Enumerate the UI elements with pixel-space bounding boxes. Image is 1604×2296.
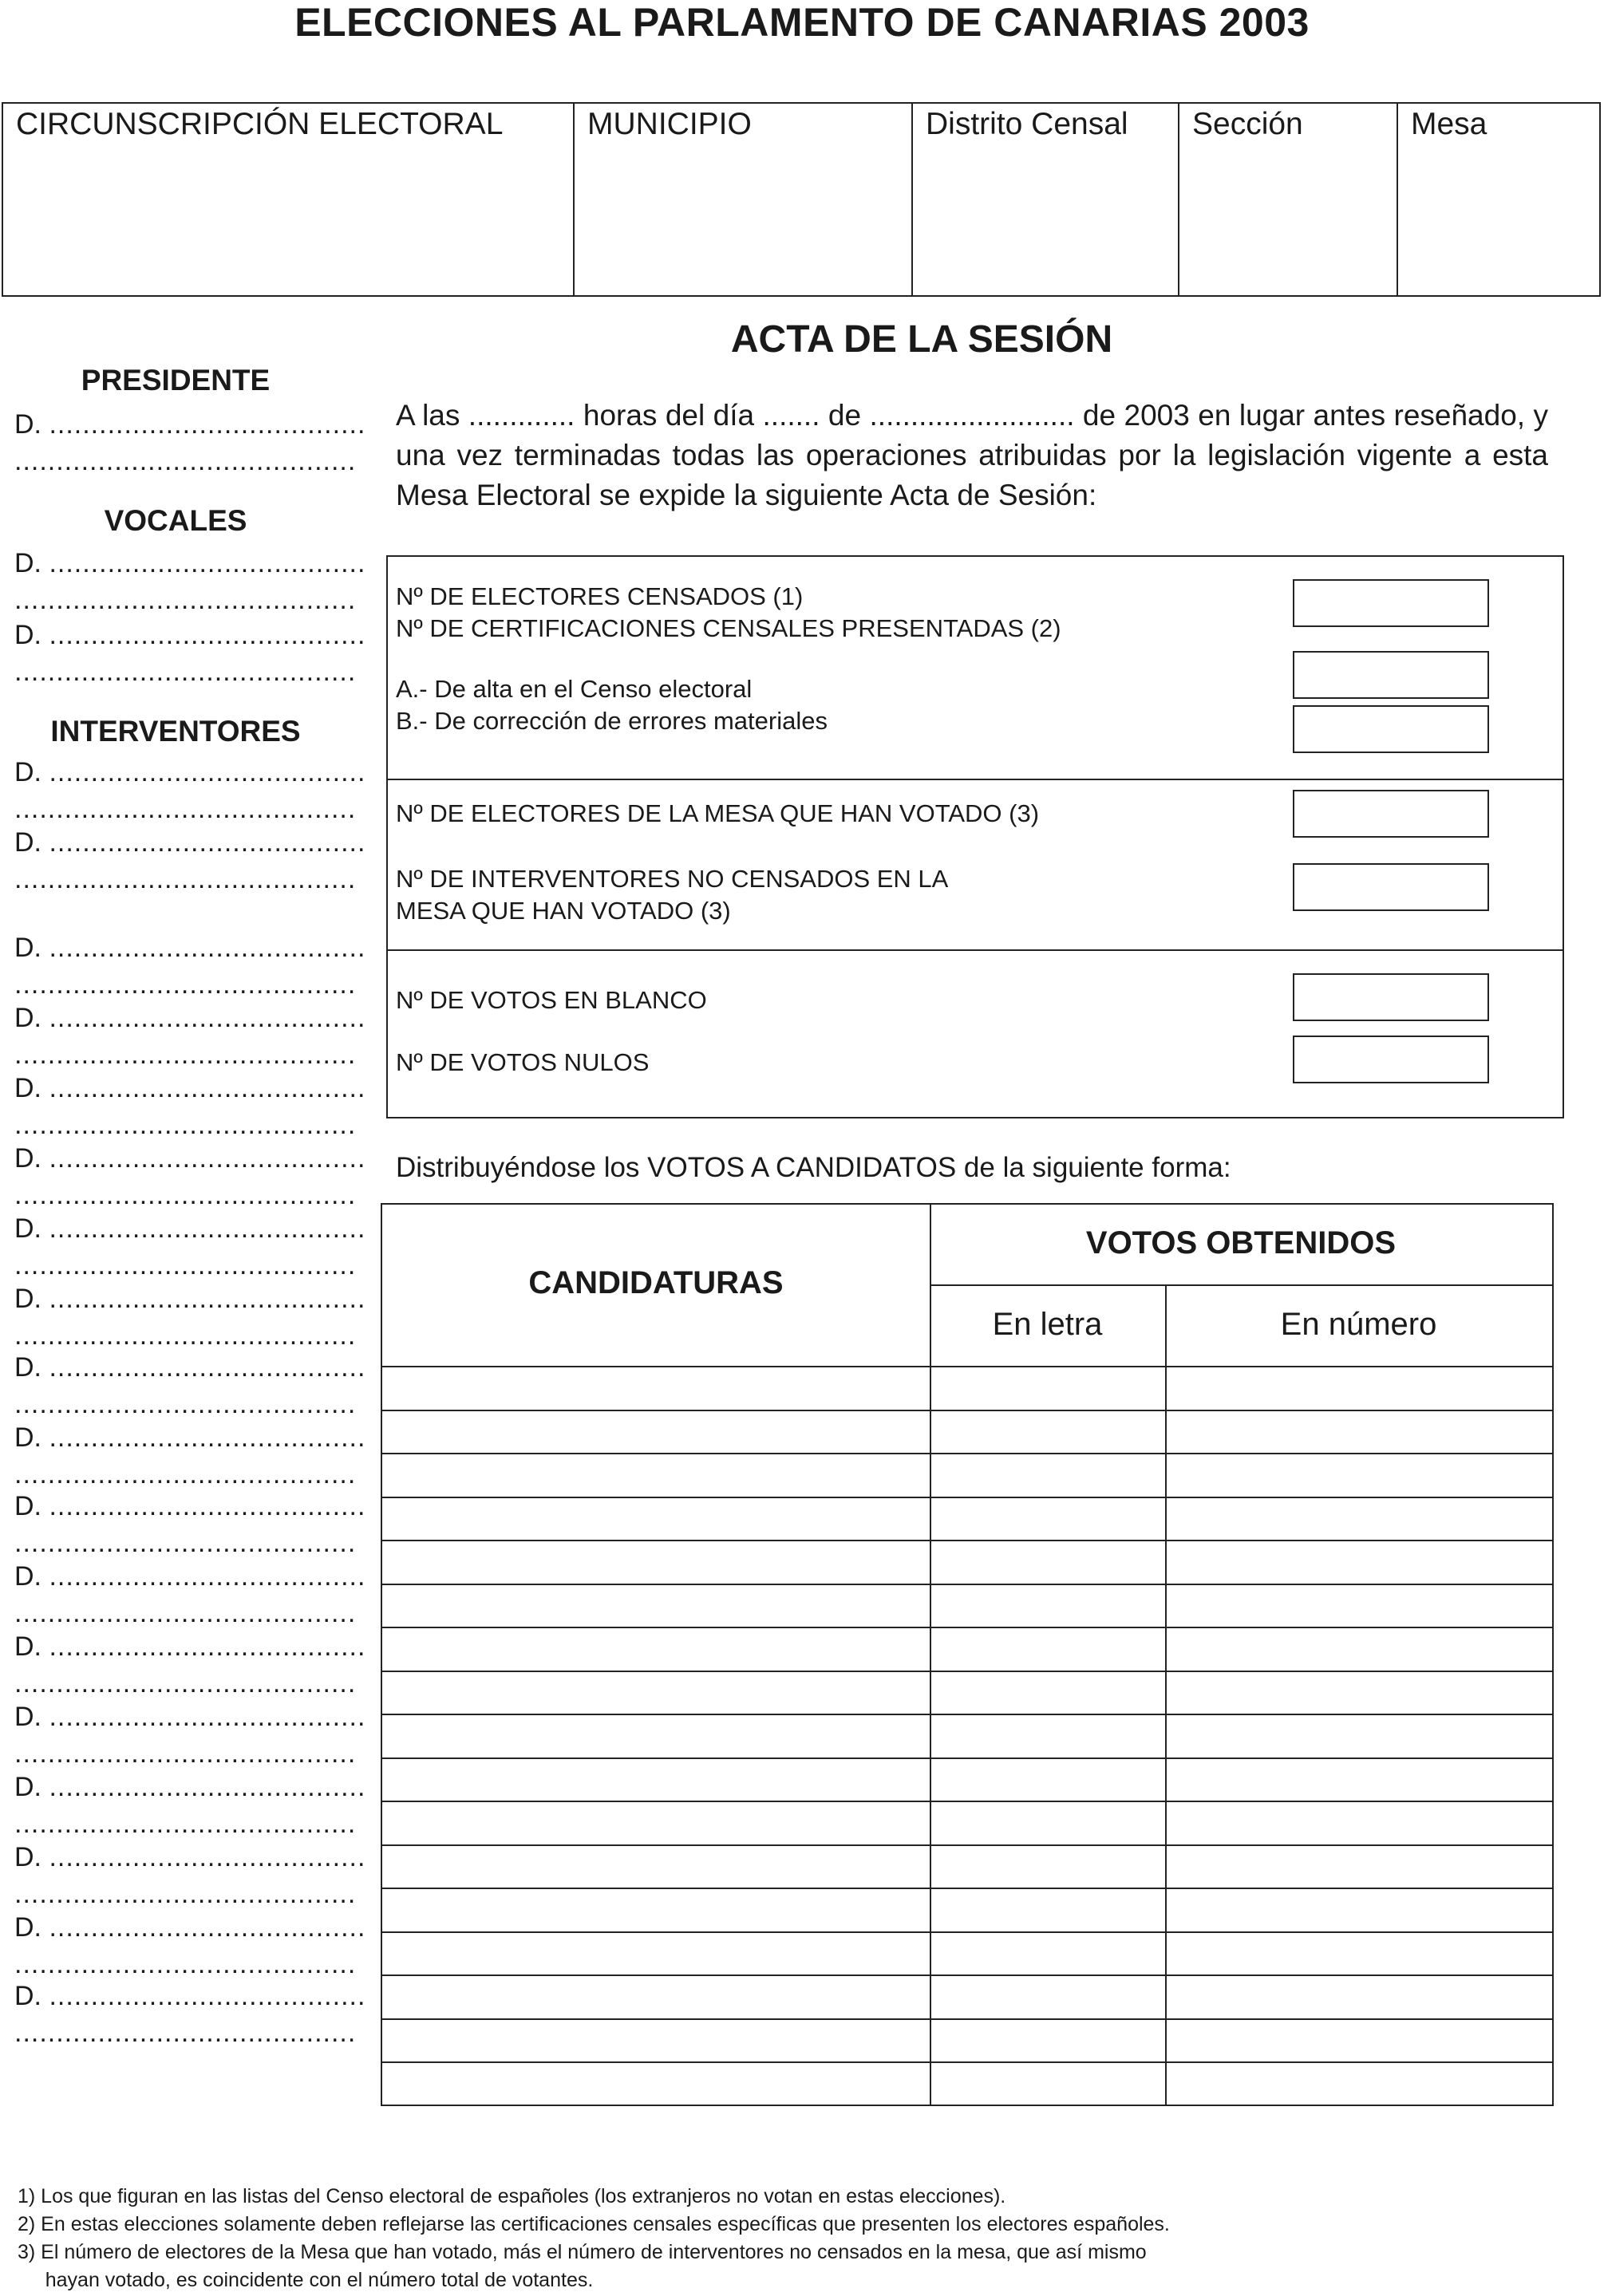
table-row[interactable] [382, 1801, 1552, 1802]
alta-input[interactable] [1293, 651, 1489, 699]
dots-extra: ... [330, 1809, 357, 1839]
table-row[interactable] [382, 1714, 1552, 1715]
signature-line[interactable] [14, 1072, 365, 1104]
dots: ...................................... [14, 1110, 331, 1140]
candidatos-table [381, 1203, 1554, 2106]
distrito-censal-label: Distrito Censal [926, 107, 1128, 141]
signature-continuation[interactable] [14, 2017, 356, 2049]
signature-continuation[interactable] [14, 1039, 356, 1071]
dots: ...................................... [49, 1702, 366, 1732]
d-prefix: D. [14, 1143, 41, 1174]
dots-extra: ... [330, 1528, 357, 1558]
d-prefix: D. [14, 827, 41, 858]
signature-line[interactable] [14, 1980, 365, 2012]
dots: ...................................... [49, 1352, 366, 1383]
signature-line[interactable] [14, 826, 365, 858]
correccion-input[interactable] [1293, 705, 1489, 753]
seccion-field[interactable] [1179, 104, 1398, 295]
dots-extra: ... [330, 969, 357, 1000]
dots: ...................................... [49, 827, 366, 858]
dots: ...................................... [14, 1320, 331, 1351]
dots-extra: ... [330, 1598, 357, 1628]
dots: ...................................... [14, 585, 331, 615]
municipio-field[interactable] [575, 104, 913, 295]
signature-line[interactable] [14, 932, 365, 964]
dots: ...................................... [49, 1422, 366, 1453]
dots: ...................................... [14, 1180, 331, 1210]
signature-line[interactable] [14, 1422, 365, 1454]
signature-line[interactable] [14, 756, 365, 788]
signature-continuation[interactable] [14, 1597, 356, 1629]
interventores-heading: INTERVENTORES [50, 715, 301, 748]
nulos-label: Nº DE VOTOS NULOS [396, 1048, 650, 1076]
dots: ...................................... [14, 1949, 331, 1979]
dots: ...................................... [14, 1879, 331, 1909]
header-table [2, 102, 1601, 297]
counts-divider [388, 949, 1563, 951]
dots: ...................................... [14, 1668, 331, 1698]
blanco-label: Nº DE VOTOS EN BLANCO [396, 986, 707, 1014]
dots: ...................................... [14, 657, 331, 687]
mesa-field[interactable] [1398, 104, 1599, 295]
counts-divider [388, 779, 1563, 780]
signature-line[interactable] [14, 1283, 365, 1315]
d-prefix: D. [14, 1003, 41, 1033]
dots-extra: ... [330, 1389, 357, 1419]
d-prefix: D. [14, 1842, 41, 1872]
signature-line[interactable] [14, 1490, 365, 1522]
correccion-label: B.- De corrección de errores materiales [396, 707, 828, 735]
interventores-count-input[interactable] [1293, 863, 1489, 911]
dots: ...................................... [14, 1250, 331, 1280]
signature-continuation[interactable] [14, 1527, 356, 1559]
dots: ...................................... [14, 969, 331, 1000]
dots-extra: ... [330, 1459, 357, 1489]
dots: ...................................... [49, 1631, 366, 1662]
circunscripcion-field[interactable] [3, 104, 575, 295]
footnote: 1) Los que figuran en las listas del Censo electoral de españoles (los extranjeros no votan en estas elecciones). [18, 2185, 1006, 2207]
table-row[interactable] [382, 1844, 1552, 1846]
dots-extra: ... [330, 585, 357, 615]
acta-intro: A las ............. horas del día ....... de ......................... de 2003 en lugar antes reseñado, y una vez terminadas todas las operaciones atribuidas por la legislación vigente a esta Mesa Electoral se expide la siguiente Acta de Sesión: [396, 399, 1548, 511]
page-title: ELECCIONES AL PARLAMENTO DE CANARIAS 2003 [294, 0, 1310, 45]
dots: ...................................... [14, 1738, 331, 1769]
d-prefix: D. [14, 1702, 41, 1732]
d-prefix: D. [14, 1912, 41, 1943]
distrito-censal-field[interactable] [913, 104, 1179, 295]
dots: ...................................... [49, 1284, 366, 1314]
signature-continuation[interactable] [14, 445, 356, 477]
dots: ...................................... [49, 1912, 366, 1943]
signature-continuation[interactable] [14, 1179, 356, 1211]
dots: ...................................... [49, 1772, 366, 1802]
counts-box [386, 555, 1564, 1118]
table-row[interactable] [382, 1627, 1552, 1628]
dots: ...................................... [14, 1598, 331, 1628]
dots: ...................................... [14, 1809, 331, 1839]
censados-label: Nº DE ELECTORES CENSADOS (1) [396, 582, 804, 610]
dots: ...................................... [49, 933, 366, 963]
mesa-label: Mesa [1411, 107, 1487, 141]
signature-continuation[interactable] [14, 1388, 356, 1420]
nulos-input[interactable] [1293, 1036, 1489, 1083]
d-prefix: D. [14, 1491, 41, 1521]
table-row[interactable] [382, 1453, 1552, 1454]
signature-line[interactable] [14, 619, 365, 651]
dots-extra: ... [330, 2018, 357, 2048]
table-row[interactable] [382, 1888, 1552, 1889]
d-prefix: D. [14, 757, 41, 787]
votos-obtenidos-header: VOTOS OBTENIDOS [1085, 1225, 1397, 1260]
signature-line[interactable] [14, 1771, 365, 1803]
table-row[interactable] [382, 1671, 1552, 1672]
header-divider [930, 1284, 1552, 1286]
dots: ...................................... [14, 794, 331, 824]
signature-line[interactable] [14, 547, 365, 579]
vocales-heading: VOCALES [104, 504, 247, 537]
dots: ...................................... [14, 2018, 331, 2048]
column-divider [1165, 1284, 1167, 2105]
dots: ...................................... [14, 864, 331, 894]
signature-line[interactable] [14, 1841, 365, 1873]
municipio-label: MUNICIPIO [587, 107, 752, 141]
signature-continuation[interactable] [14, 1667, 356, 1699]
signature-continuation[interactable] [14, 1738, 356, 1769]
signature-continuation[interactable] [14, 1878, 356, 1910]
candidaturas-header: CANDIDATURAS [528, 1265, 784, 1300]
d-prefix: D. [14, 1981, 41, 2011]
distribucion-text: Distribuyéndose los VOTOS A CANDIDATOS de la siguiente forma: [396, 1152, 1231, 1183]
table-row[interactable] [382, 1497, 1552, 1498]
alta-label: A.- De alta en el Censo electoral [396, 675, 753, 703]
d-prefix: D. [14, 1073, 41, 1103]
d-prefix: D. [14, 548, 41, 578]
signature-line[interactable] [14, 1631, 365, 1663]
signature-continuation[interactable] [14, 1808, 356, 1840]
d-prefix: D. [14, 409, 41, 440]
circunscripcion-label: CIRCUNSCRIPCIÓN ELECTORAL [16, 107, 504, 141]
d-prefix: D. [14, 1561, 41, 1592]
signature-continuation[interactable] [14, 1109, 356, 1141]
signature-continuation[interactable] [14, 584, 356, 616]
signature-continuation[interactable] [14, 793, 356, 825]
signature-continuation[interactable] [14, 656, 356, 688]
dots-extra: ... [330, 1879, 357, 1909]
d-prefix: D. [14, 1422, 41, 1453]
d-prefix: D. [14, 1284, 41, 1314]
d-prefix: D. [14, 1772, 41, 1802]
d-prefix: D. [14, 1631, 41, 1662]
dots: ...................................... [49, 1073, 366, 1103]
signature-continuation[interactable] [14, 1320, 356, 1351]
acta-title: ACTA DE LA SESIÓN [730, 318, 1113, 361]
table-row[interactable] [382, 1974, 1552, 1976]
table-row[interactable] [382, 1540, 1552, 1541]
footnotes [18, 2183, 1170, 2294]
votado-input[interactable] [1293, 790, 1489, 838]
dots: ...................................... [49, 620, 366, 650]
table-row[interactable] [382, 2061, 1552, 2063]
dots: ...................................... [14, 1389, 331, 1419]
dots-extra: ... [330, 1949, 357, 1979]
signature-continuation[interactable] [14, 969, 356, 1000]
d-prefix: D. [14, 1213, 41, 1244]
dots-extra: ... [330, 1668, 357, 1698]
dots-extra: ... [330, 864, 357, 894]
blanco-input[interactable] [1293, 973, 1489, 1021]
footnote: 3) El número de electores de la Mesa que han votado, más el número de interventores no censados en la mesa, que así mismo [18, 2241, 1147, 2263]
dots: ...................................... [49, 1561, 366, 1592]
en-numero-header: En número [1280, 1307, 1437, 1342]
votado-label: Nº DE ELECTORES DE LA MESA QUE HAN VOTADO (3) [396, 799, 1040, 827]
dots: ...................................... [49, 548, 366, 578]
signature-line[interactable] [14, 1911, 365, 1943]
dots-extra: ... [330, 1110, 357, 1140]
interventores-count-label-1: Nº DE INTERVENTORES NO CENSADOS EN LA [396, 865, 949, 893]
dots: ...................................... [14, 1040, 331, 1070]
signature-line[interactable] [14, 1142, 365, 1174]
table-row[interactable] [382, 1758, 1552, 1759]
dots: ...................................... [49, 757, 366, 787]
dots-extra: ... [330, 446, 357, 476]
table-row[interactable] [382, 1584, 1552, 1585]
dots-extra: ... [330, 657, 357, 687]
table-row[interactable] [382, 1366, 1552, 1367]
dots-extra: ... [330, 1040, 357, 1070]
dots: ...................................... [49, 409, 366, 440]
signature-line[interactable] [14, 408, 365, 440]
dots-extra: ... [330, 1180, 357, 1210]
signature-continuation[interactable] [14, 1948, 356, 1980]
signature-line[interactable] [14, 1351, 365, 1383]
table-row[interactable] [382, 1410, 1552, 1411]
dots: ...................................... [49, 1842, 366, 1872]
signature-line[interactable] [14, 1701, 365, 1733]
signature-line[interactable] [14, 1213, 365, 1245]
footnote: 2) En estas elecciones solamente deben reflejarse las certificaciones censales específicas que presenten los electores españoles. [18, 2213, 1170, 2235]
en-letra-header: En letra [992, 1307, 1103, 1342]
dots-extra: ... [330, 1738, 357, 1769]
dots: ...................................... [49, 1213, 366, 1244]
dots: ...................................... [49, 1491, 366, 1521]
signature-continuation[interactable] [14, 1249, 356, 1281]
censados-input[interactable] [1293, 579, 1489, 627]
dots-extra: ... [330, 1250, 357, 1280]
signature-line[interactable] [14, 1002, 365, 1034]
table-row[interactable] [382, 1931, 1552, 1933]
dots: ...................................... [49, 1981, 366, 2011]
dots: ...................................... [14, 446, 331, 476]
dots: ...................................... [14, 1528, 331, 1558]
dots: ...................................... [14, 1459, 331, 1489]
d-prefix: D. [14, 1352, 41, 1383]
dots: ...................................... [49, 1003, 366, 1033]
signature-continuation[interactable] [14, 1458, 356, 1490]
interventores-count-label-2: MESA QUE HAN VOTADO (3) [396, 897, 731, 925]
signature-line[interactable] [14, 1560, 365, 1592]
dots-extra: ... [330, 794, 357, 824]
presidente-heading: PRESIDENTE [81, 364, 271, 396]
dots-extra: ... [330, 1320, 357, 1351]
certificaciones-label: Nº DE CERTIFICACIONES CENSALES PRESENTADAS (2) [396, 614, 1061, 642]
d-prefix: D. [14, 933, 41, 963]
signature-continuation[interactable] [14, 863, 356, 895]
table-row[interactable] [382, 2018, 1552, 2020]
footnote: hayan votado, es coincidente con el número total de votantes. [18, 2269, 594, 2291]
dots: ...................................... [49, 1143, 366, 1174]
d-prefix: D. [14, 620, 41, 650]
seccion-label: Sección [1192, 107, 1303, 141]
